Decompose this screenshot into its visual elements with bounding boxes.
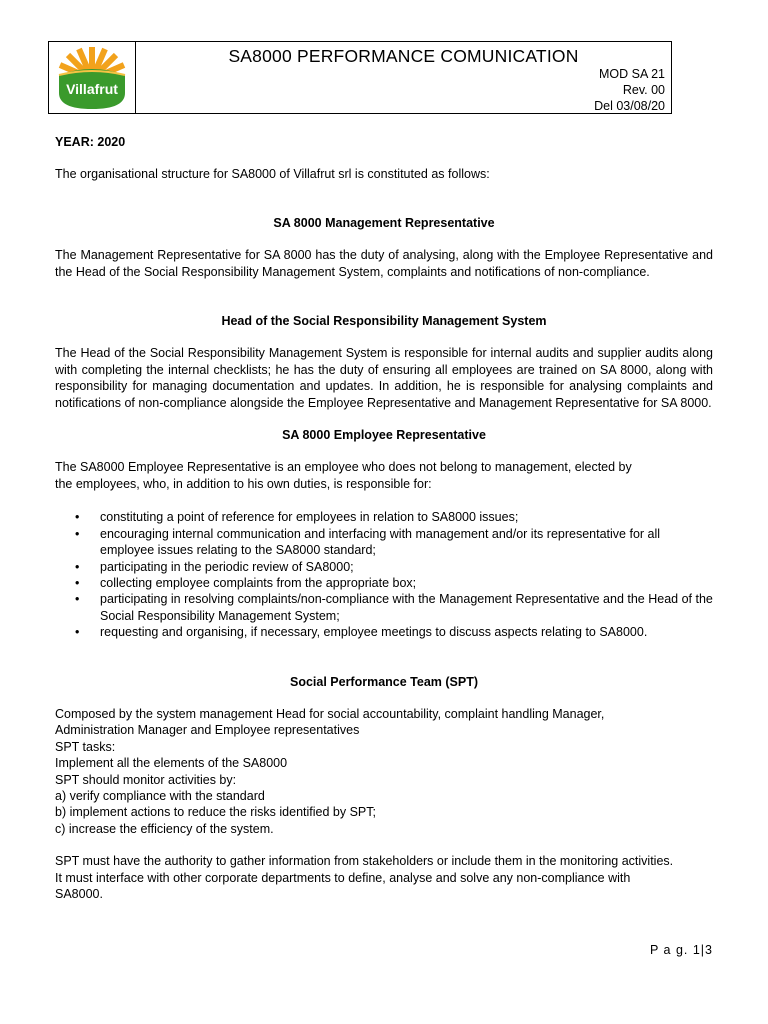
- list-item: • constituting a point of reference for employees in relation to SA8000 issues;: [75, 510, 519, 525]
- authority-line: SA8000.: [55, 887, 103, 901]
- spt-line: Implement all the elements of the SA8000: [55, 756, 288, 771]
- document-body: [55, 134, 713, 902]
- spt-line: Composed by the system management Head for social accountability, complaint handling Manager,: [55, 706, 605, 721]
- list-item: • collecting employee complaints from the appropriate box;: [75, 575, 417, 590]
- mgmt-rep-text: The Management Representative for SA 8000 has the duty of analysing, along with the Employee Representative and the Head of the Social Responsibility Management System, complaints and notifications of non-compliance.: [55, 248, 713, 279]
- authority-line: SPT must have the authority to gather information from stakeholders or include them in the monitoring activities.: [55, 854, 674, 869]
- villafrut-logo: [55, 45, 129, 111]
- authority-block: [55, 853, 713, 902]
- bullet-icon: •: [75, 526, 80, 541]
- head-heading: Head of the Social Responsibility Management System: [221, 314, 547, 329]
- doc-revision: Rev. 00: [622, 83, 665, 97]
- document-header: [48, 41, 672, 114]
- emp-rep-heading: SA 8000 Employee Representative: [282, 428, 486, 443]
- authority-line: It must interface with other corporate departments to define, analyse and solve any non-compliance with: [55, 870, 631, 885]
- bullet-icon: •: [75, 559, 80, 574]
- spt-heading: Social Performance Team (SPT): [289, 674, 479, 689]
- bullet-icon: •: [75, 510, 80, 525]
- spt-line: b) implement actions to reduce the risks identified by SPT;: [55, 805, 376, 820]
- doc-date: Del 03/08/20: [594, 99, 665, 113]
- spt-block: [55, 706, 713, 837]
- year-label: YEAR: 2020: [55, 135, 126, 149]
- document-meta: [594, 66, 665, 114]
- doc-code: MOD SA 21: [599, 67, 665, 81]
- list-item: • encouraging internal communication and interfacing with management and/or its representative for all employee issues relating to the SA8000 standard;: [75, 526, 661, 558]
- emp-rep-line-1: The SA8000 Employee Representative is an employee who does not belong to management, elected by: [55, 460, 632, 475]
- spt-line: SPT tasks:: [55, 739, 116, 754]
- head-text: The Head of the Social Responsibility Management System is responsible for internal audits and supplier audits along with completing the internal checklists; he has the duty of ensuring all employees are trained on SA 8000, along with responsibility for managing documentation and updates. In addition, he is responsible for analysing complaints and notifications of non-compliance alongside the Employee Representative and Management Representative for SA 8000.: [55, 346, 713, 410]
- mgmt-rep-heading: SA 8000 Management Representative: [273, 215, 495, 230]
- document-title: SA8000 PERFORMANCE COMUNICATION: [228, 46, 579, 66]
- bullet-icon: •: [75, 625, 80, 640]
- emp-rep-line-2: the employees, who, in addition to his own duties, is responsible for:: [55, 476, 432, 491]
- list-item: • requesting and organising, if necessary, employee meetings to discuss aspects relating to SA8000.: [75, 625, 648, 640]
- bullet-icon: •: [75, 575, 80, 590]
- svg-text:Villafrut: Villafrut: [66, 80, 118, 97]
- title-cell: [136, 42, 671, 113]
- logo-cell: [49, 42, 136, 113]
- list-item: • participating in the periodic review of SA8000;: [75, 559, 354, 574]
- bullet-icon: •: [75, 592, 80, 607]
- spt-line: c) increase the efficiency of the system.: [55, 821, 274, 836]
- spt-line: SPT should monitor activities by:: [55, 772, 237, 787]
- list-item: • participating in resolving complaints/non-compliance with the Management Representative and the Head of the Social Responsibility Management System;: [75, 592, 713, 623]
- spt-line: a) verify compliance with the standard: [55, 788, 265, 803]
- page-number: P a g. 1|3: [649, 943, 713, 957]
- spt-line: Administration Manager and Employee representatives: [55, 723, 360, 738]
- intro-text: The organisational structure for SA8000 of Villafrut srl is constituted as follows:: [55, 167, 490, 182]
- responsibilities-list: [55, 509, 713, 640]
